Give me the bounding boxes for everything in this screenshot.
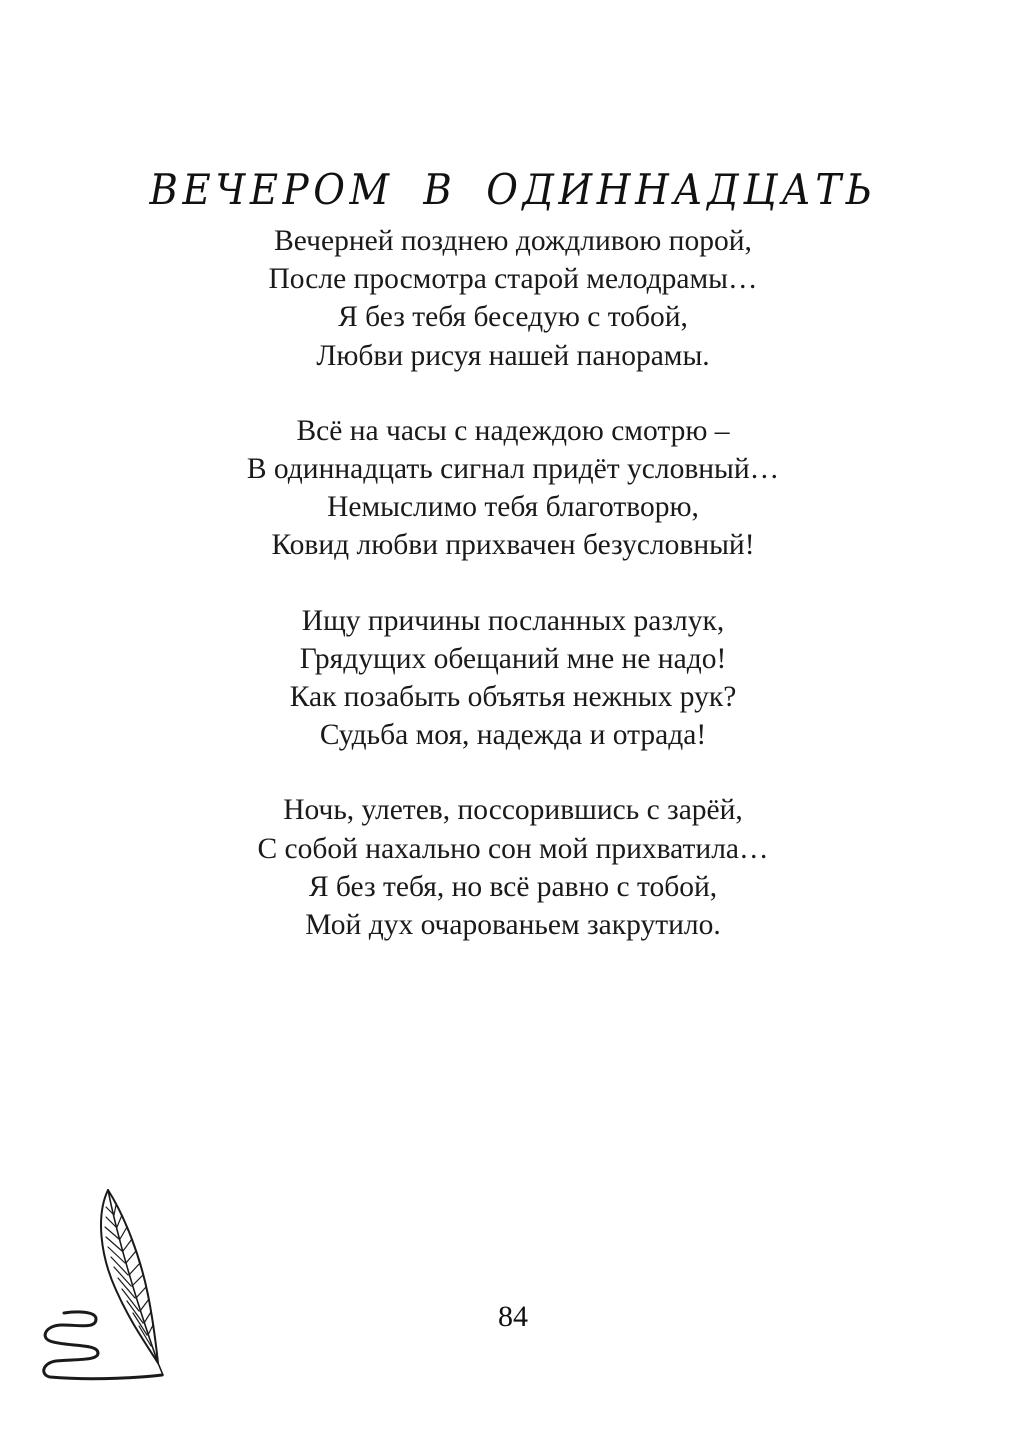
poem-line: Всё на часы с надеждою смотрю – — [296, 414, 730, 447]
poem-line: В одиннадцать сигнал придёт условный… — [246, 453, 780, 486]
poem-line: С собой нахально сон мой прихватила… — [257, 832, 769, 865]
poem-line: Я без тебя беседую с тобой, — [338, 301, 688, 334]
poem-body — [0, 222, 1026, 981]
stanza-1 — [0, 222, 1026, 375]
poem-line: После просмотра старой мелодрамы… — [268, 263, 758, 296]
poem-line: Судьба моя, надежда и отрада! — [319, 719, 707, 752]
poem-line: Ищу причины посланных разлук, — [301, 604, 725, 637]
stanza-2 — [0, 412, 1026, 565]
stanza-3 — [0, 602, 1026, 755]
quill-pen-icon — [36, 1185, 176, 1385]
poem-line: Любви рисуя нашей панорамы. — [316, 339, 710, 372]
poem-line: Ковид любви прихвачен безусловный! — [271, 529, 755, 562]
poem-line: Я без тебя, но всё равно с тобой, — [308, 870, 718, 903]
poem-line: Немыслимо тебя благотворю, — [327, 491, 699, 524]
page-number: 84 — [498, 1300, 528, 1333]
poem-line: Мой дух очарованьем закрутило. — [305, 909, 721, 942]
poem-title: ВЕЧЕРОМ В ОДИННАДЦАТЬ — [149, 165, 877, 214]
poem-line: Как позабыть объятья нежных рук? — [289, 681, 737, 714]
poem-line: Грядущих обещаний мне не надо! — [299, 642, 727, 675]
stanza-4 — [0, 791, 1026, 944]
poem-line: Вечерней позднею дождливою порой, — [274, 225, 752, 257]
poem-line: Ночь, улетев, поссорившись с зарёй, — [283, 794, 743, 827]
